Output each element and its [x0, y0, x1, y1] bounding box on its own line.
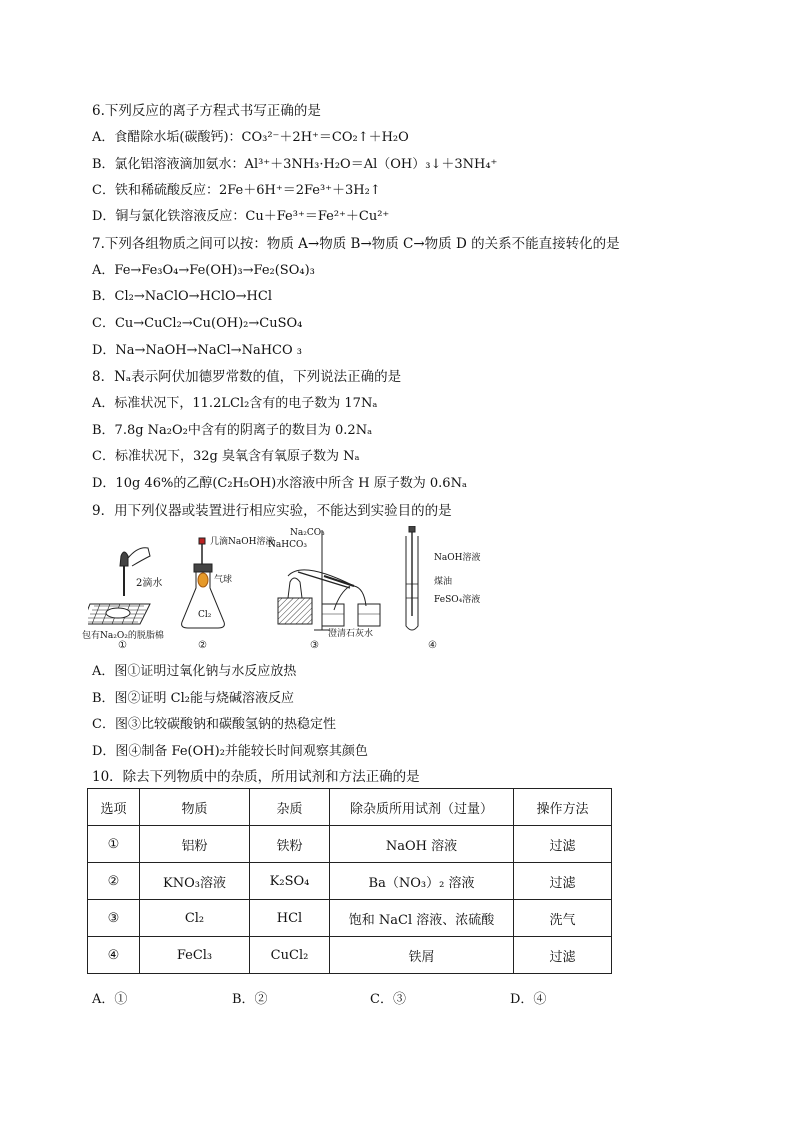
cell: ① [88, 826, 140, 863]
q8-option-b: B．7.8g Na₂O₂中含有的阴离子的数目为 0.2Nₐ [92, 423, 373, 438]
q6-option-d: D．铜与氯化铁溶液反应：Cu＋Fe³⁺＝Fe²⁺＋Cu²⁺ [92, 209, 390, 224]
cell: 铁屑 [330, 937, 514, 974]
header-method: 操作方法 [514, 789, 612, 826]
cell: 洗气 [514, 900, 612, 937]
q8-stem: 8．Nₐ表示阿伏加德罗常数的值，下列说法正确的是 [92, 369, 402, 385]
q9-stem: 9．用下列仪器或装置进行相应实验，不能达到实验目的的是 [92, 503, 452, 519]
header-substance: 物质 [140, 789, 250, 826]
cell: 饱和 NaCl 溶液、浓硫酸 [330, 900, 514, 937]
q8-option-c: C．标准状况下，32g 臭氧含有氧原子数为 Nₐ [92, 449, 360, 464]
q10-option-a: A．① [92, 992, 128, 1007]
q9-option-b: B．图②证明 Cl₂能与烧碱溶液反应 [92, 691, 295, 706]
cell: Ba（NO₃）₂ 溶液 [330, 863, 514, 900]
q9-option-a: A．图①证明过氧化钠与水反应放热 [92, 664, 297, 679]
q6-stem: 6.下列反应的离子方程式书写正确的是 [92, 103, 321, 119]
q10-option-b: B．② [232, 992, 268, 1007]
q9-option-d: D．图④制备 Fe(OH)₂并能较长时间观察其颜色 [92, 744, 368, 759]
cell: 铁粉 [250, 826, 330, 863]
q7-option-d: D．Na→NaOH→NaCl→NaHCO ₃ [92, 343, 302, 358]
f1-cotton-label: 包有Na₂O₂的脱脂棉 [82, 631, 164, 641]
table-row [88, 863, 612, 900]
q8-option-d: D．10g 46%的乙醇(C₂H₅OH)水溶液中所含 H 原子数为 0.6Nₐ [92, 476, 467, 491]
figure-number-1: ① [118, 640, 127, 651]
cell: FeCl₃ [140, 937, 250, 974]
q10-stem: 10．除去下列物质中的杂质，所用试剂和方法正确的是 [92, 769, 420, 785]
cell: 过滤 [514, 937, 612, 974]
q7-option-a: A．Fe→Fe₃O₄→Fe(OH)₃→Fe₂(SO₄)₃ [92, 263, 315, 278]
apparatus-figures [82, 526, 488, 654]
f2-balloon-label: 气球 [214, 575, 233, 585]
cell: ③ [88, 900, 140, 937]
q6-option-c: C．铁和稀硫酸反应：2Fe＋6H⁺＝2Fe³⁺＋3H₂↑ [92, 183, 381, 198]
q10-option-d: D．④ [510, 992, 547, 1007]
f4-naoh-label: NaOH溶液 [434, 553, 481, 563]
table-row [88, 826, 612, 863]
figure-number-4: ④ [428, 640, 437, 651]
cell: 过滤 [514, 826, 612, 863]
f2-naoh-label: 几滴NaOH溶液 [210, 537, 275, 547]
figure-number-3: ③ [310, 640, 319, 651]
f4-feso4-label: FeSO₄溶液 [434, 595, 481, 605]
f2-cl2-label: Cl₂ [198, 610, 212, 620]
cell: K₂SO₄ [250, 863, 330, 900]
q9-option-c: C．图③比较碳酸钠和碳酸氢钠的热稳定性 [92, 717, 336, 732]
cell: ② [88, 863, 140, 900]
header-option: 选项 [88, 789, 140, 826]
cell: KNO₃溶液 [140, 863, 250, 900]
cell: NaOH 溶液 [330, 826, 514, 863]
cell: CuCl₂ [250, 937, 330, 974]
q10-option-c: C．③ [370, 992, 406, 1007]
table-row [88, 937, 612, 974]
header-reagent: 除杂质所用试剂（过量） [330, 789, 514, 826]
q7-option-c: C．Cu→CuCl₂→Cu(OH)₂→CuSO₄ [92, 316, 303, 331]
cell: 铝粉 [140, 826, 250, 863]
q6-option-a: A．食醋除水垢(碳酸钙)：CO₃²⁻＋2H⁺＝CO₂↑＋H₂O [92, 130, 409, 145]
impurity-table [87, 788, 612, 974]
f4-kerosene-label: 煤油 [434, 577, 453, 587]
f1-water-label: 2滴水 [136, 578, 163, 589]
cell: Cl₂ [140, 900, 250, 937]
figure-number-2: ② [198, 640, 207, 651]
header-impurity: 杂质 [250, 789, 330, 826]
table-row [88, 900, 612, 937]
q7-option-b: B．Cl₂→NaClO→HClO→HCl [92, 289, 272, 304]
cell: HCl [250, 900, 330, 937]
f3-nahco3-label: NaHCO₃ [268, 540, 307, 550]
table-header-row [88, 789, 612, 826]
cell: ④ [88, 937, 140, 974]
cell: 过滤 [514, 863, 612, 900]
f3-na2co3-label: Na₂CO₃ [290, 528, 325, 538]
q6-option-b: B．氯化铝溶液滴加氨水：Al³⁺＋3NH₃·H₂O＝Al（OH）₃↓＋3NH₄⁺ [92, 157, 498, 172]
q7-stem: 7.下列各组物质之间可以按：物质 A→物质 B→物质 C→物质 D 的关系不能直接转化的是 [92, 236, 620, 252]
f3-limewater-label: 澄清石灰水 [328, 629, 374, 639]
figure-4-drawing [406, 526, 418, 630]
q8-option-a: A．标准状况下，11.2LCl₂含有的电子数为 17Nₐ [92, 396, 378, 411]
